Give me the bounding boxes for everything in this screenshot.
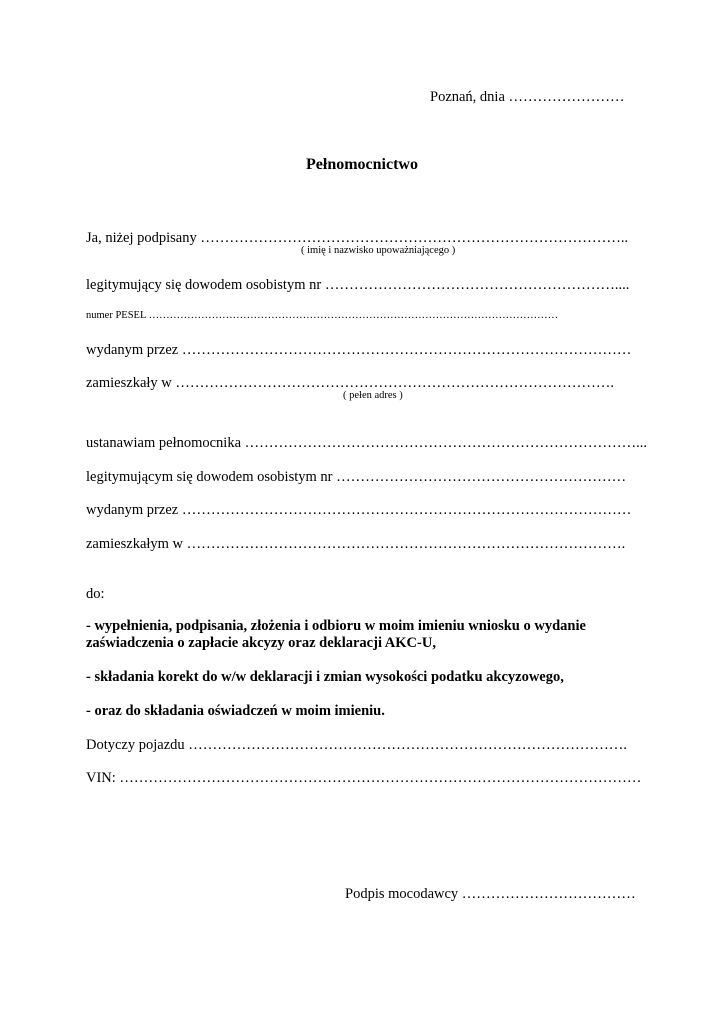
scope-item-3: - oraz do składania oświadczeń w moim imieniu. (86, 703, 385, 719)
vin-line: VIN: ……………………………………………………………………………………………… (86, 770, 642, 786)
scope-item-2: - składania korekt do w/w deklaracji i zmian wysokości podatku akcyzowego, (86, 669, 564, 685)
scope-item-1-line-1: - wypełnienia, podpisania, złożenia i odbioru w moim imieniu wniosku o wydanie (86, 618, 586, 634)
principal-address-hint: ( pełen adres ) (343, 390, 403, 401)
attorney-address-line: zamieszkałym w ………………………………………………………………………………. (86, 536, 626, 552)
attorney-issued-line: wydanym przez ………………………………………………………………………………… (86, 502, 632, 518)
document-title: Pełnomocnictwo (306, 156, 418, 173)
principal-pesel-line: numer PESEL ……………………………………………………………………………………………………… (86, 310, 559, 321)
attorney-appoint-line: ustanawiam pełnomocnika ………………………………………………………………………... (86, 435, 648, 451)
scope-item-1-line-2: zaświadczenia o zapłacie akcyzy oraz deklaracji AKC-U, (86, 635, 436, 651)
vehicle-line: Dotyczy pojazdu ………………………………………………………………………………. (86, 737, 627, 753)
principal-id-line: legitymujący się dowodem osobistym nr …………………………………………………….... (86, 277, 630, 293)
place-date-line: Poznań, dnia …………………… (430, 89, 625, 105)
principal-name-line: Ja, niżej podpisany …………………………………………………………………………….. (86, 230, 629, 246)
scope-intro: do: (86, 586, 105, 602)
principal-issued-line: wydanym przez ………………………………………………………………………………… (86, 342, 632, 358)
attorney-id-line: legitymującym się dowodem osobistym nr …………………………………………………… (86, 469, 627, 485)
signature-line: Podpis mocodawcy ……………………………… (345, 886, 636, 902)
principal-name-hint: ( imię i nazwisko upoważniającego ) (301, 245, 456, 256)
principal-address-line: zamieszkały w ………………………………………………………………………………. (86, 375, 615, 391)
